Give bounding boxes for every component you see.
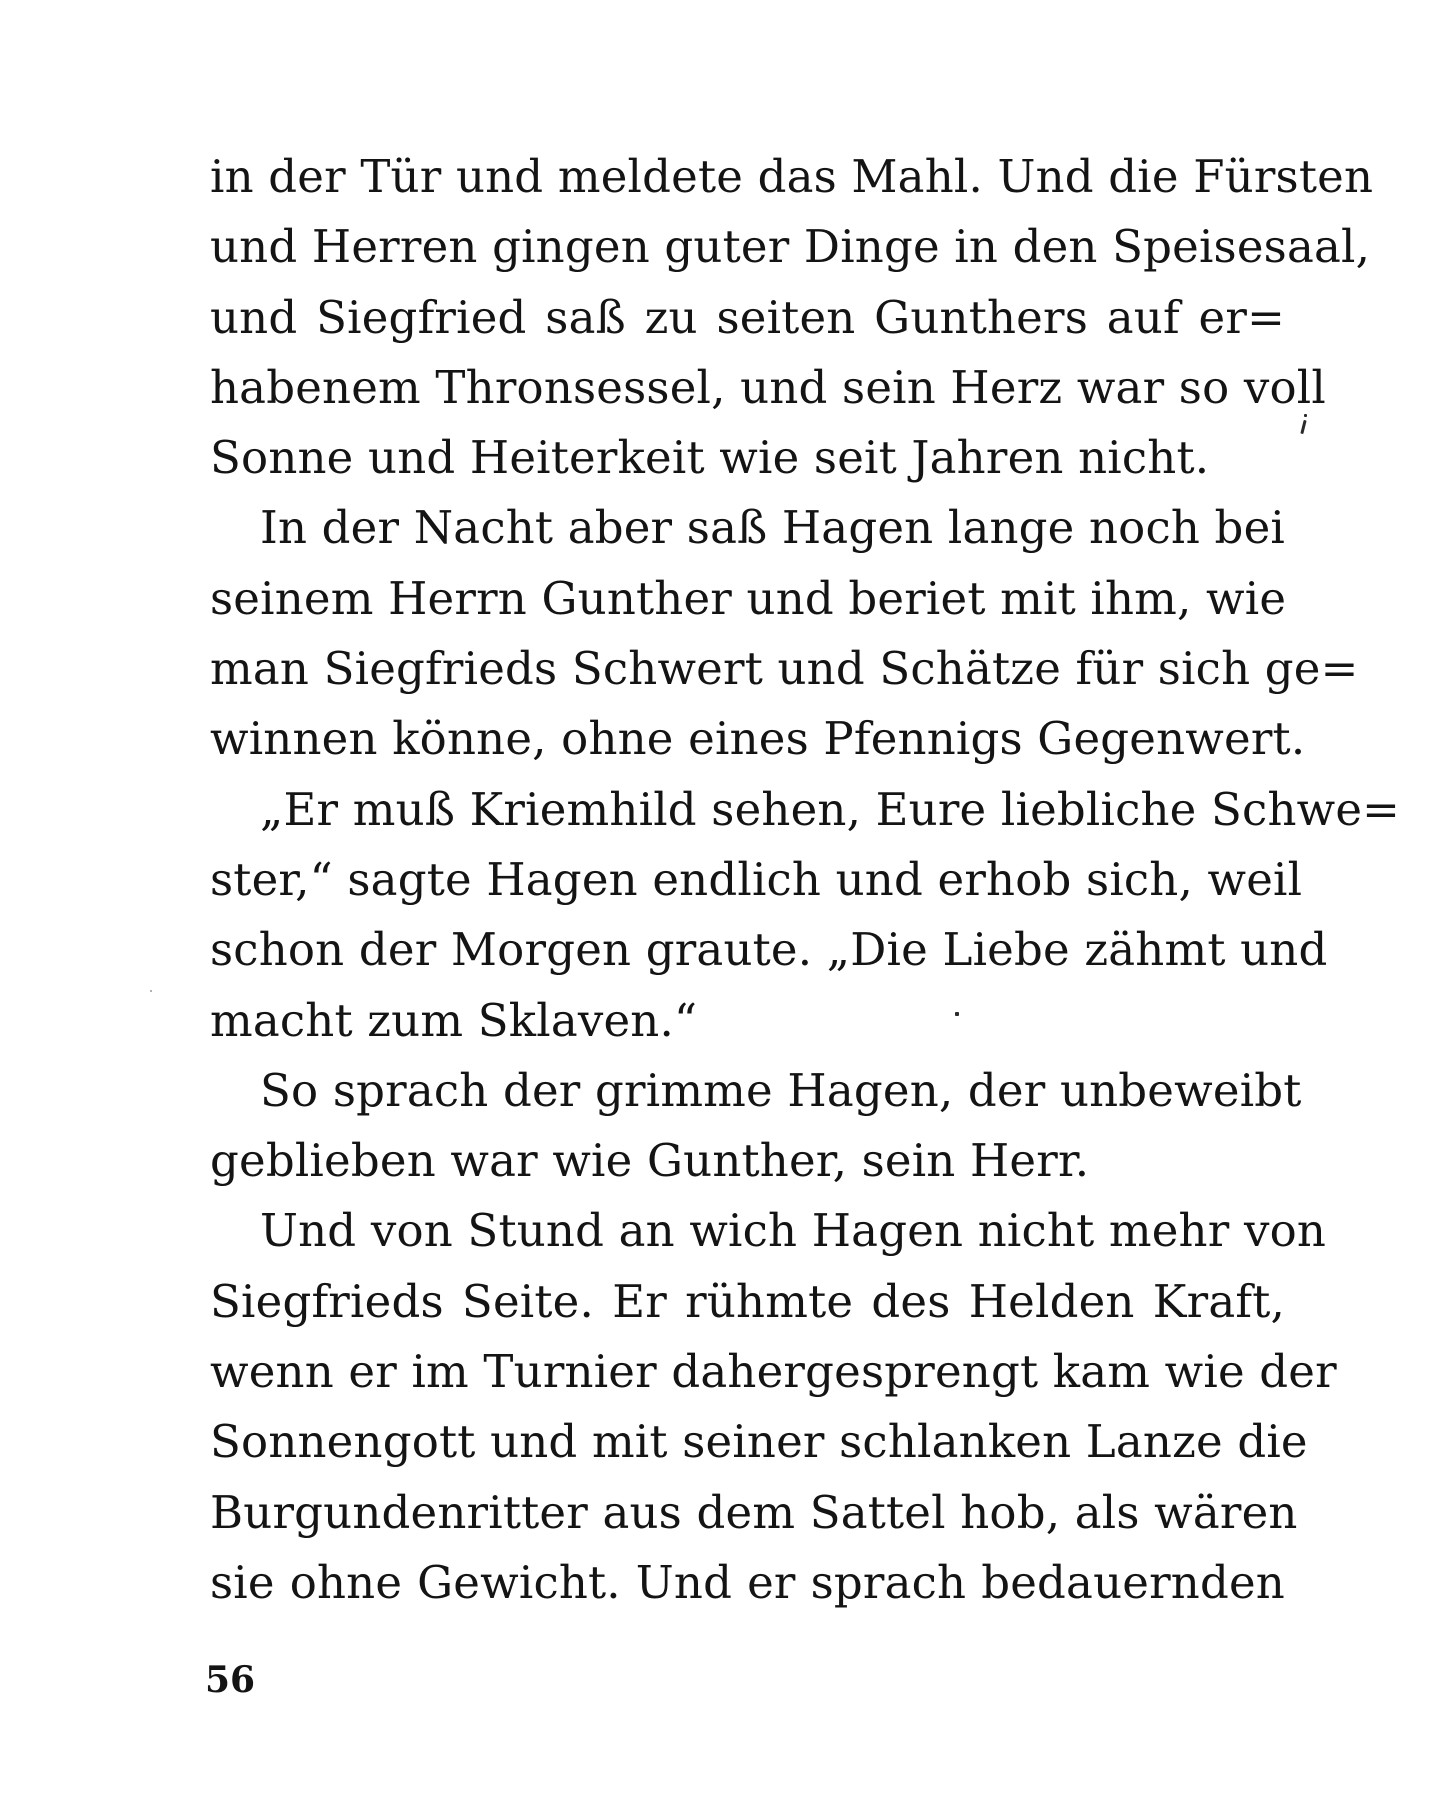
text-line: schon der Morgen graute. „Die Liebe zähmt und — [210, 923, 1328, 977]
text-line: wenn er im Turnier dahergesprengt kam wie der — [210, 1345, 1337, 1399]
text-line: Siegfrieds Seite. Er rühmte des Helden Kraft, — [210, 1274, 1285, 1328]
text-line: habenem Thronsessel, und sein Herz war so voll — [210, 360, 1326, 414]
text-line: Burgundenritter aus dem Sattel hob, als wären — [210, 1485, 1298, 1539]
scan-speck — [955, 1012, 959, 1016]
page-body-text — [210, 142, 1401, 1618]
scan-speck — [1300, 420, 1306, 434]
text-line: und Siegfried saß zu seiten Gunthers auf er= — [210, 290, 1285, 344]
text-line: Und von Stund an wich Hagen nicht mehr von — [260, 1204, 1327, 1258]
page-number: 56 — [205, 1659, 256, 1701]
scan-speck — [1304, 414, 1307, 417]
text-line: ster,“ sagte Hagen endlich und erhob sich, weil — [210, 852, 1303, 906]
text-line: So sprach der grimme Hagen, der unbeweibt — [260, 1063, 1302, 1117]
text-line: in der Tür und meldete das Mahl. Und die Fürsten — [210, 150, 1374, 203]
scan-speck — [150, 990, 152, 992]
text-line: macht zum Sklaven.“ — [210, 993, 698, 1047]
text-line: In der Nacht aber saß Hagen lange noch bei — [260, 501, 1285, 555]
text-line: geblieben war wie Gunther, sein Herr. — [210, 1134, 1090, 1188]
text-line: Sonnengott und mit seiner schlanken Lanze die — [210, 1415, 1308, 1469]
text-line: und Herren gingen guter Dinge in den Speisesaal, — [210, 220, 1371, 274]
text-line: winnen könne, ohne eines Pfennigs Gegenwert. — [210, 712, 1306, 766]
text-line: sie ohne Gewicht. Und er sprach bedauernden — [210, 1555, 1285, 1609]
text-line: Sonne und Heiterkeit wie seit Jahren nicht. — [210, 431, 1210, 485]
text-line: „Er muß Kriemhild sehen, Eure liebliche Schwe= — [260, 782, 1401, 836]
text-line: man Siegfrieds Schwert und Schätze für sich ge= — [210, 642, 1359, 696]
text-line: seinem Herrn Gunther und beriet mit ihm, wie — [210, 571, 1287, 625]
